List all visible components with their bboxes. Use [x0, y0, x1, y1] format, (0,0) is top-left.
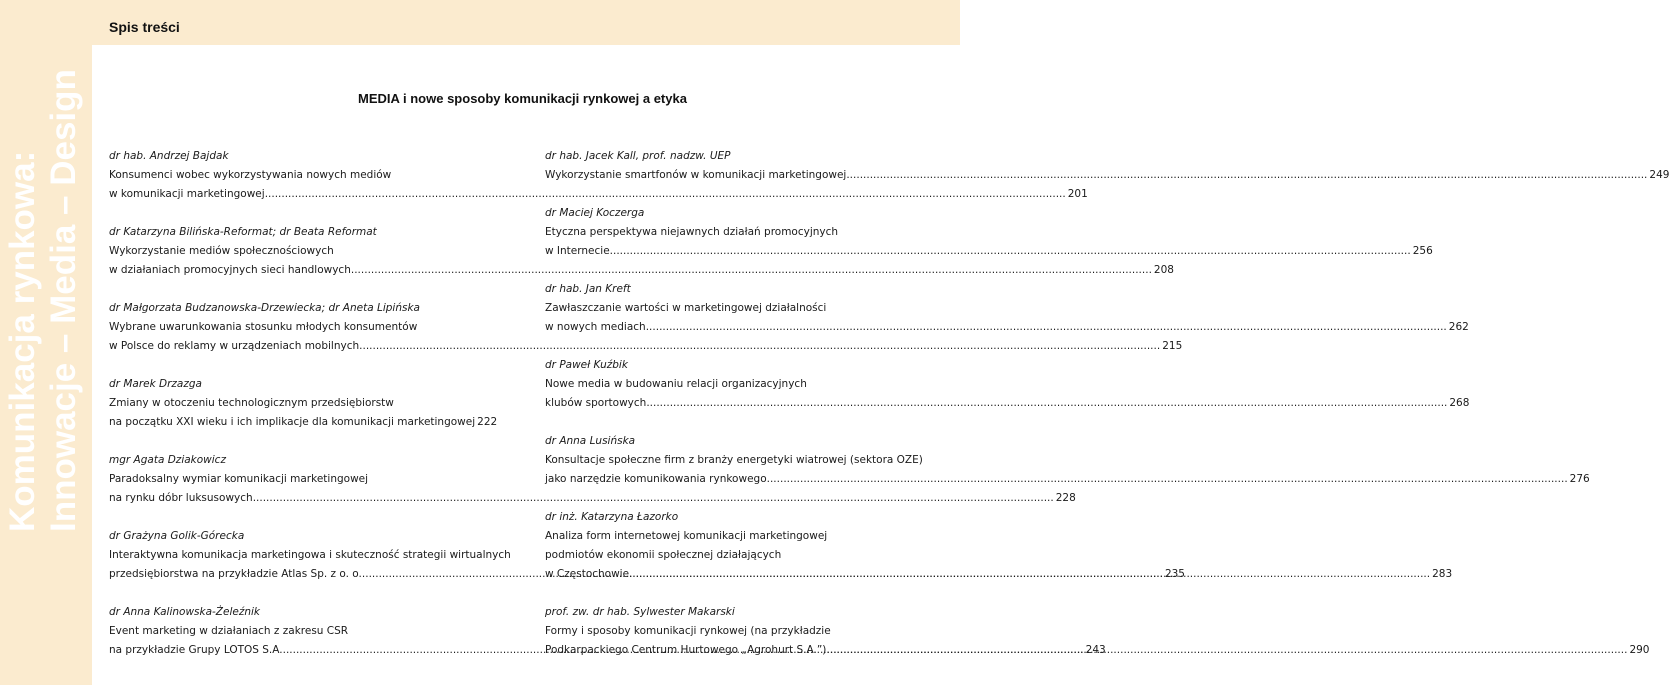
toc-entry-drzazga[interactable]	[109, 375, 498, 432]
entry-title-text: w Polsce do reklamy w urządzeniach mobilnych	[109, 340, 360, 352]
leader-dots	[767, 470, 1568, 489]
entry-title-line: Event marketing w działaniach z zakresu CSR	[109, 625, 349, 637]
leader-dots	[265, 185, 1066, 204]
entry-title-last-line	[545, 394, 1470, 413]
entry-title-line: Zmiany w otoczeniu technologicznym przedsiębiorstw	[109, 397, 394, 409]
entry-title-text: Podkarpackiego Centrum Hurtowego „Agrohurt S.A.”)	[545, 644, 827, 656]
entry-title-last-line	[545, 242, 1433, 261]
entry-title-line: Nowe media w budowaniu relacji organizacyjnych	[545, 378, 807, 390]
entry-author: dr hab. Jacek Kall, prof. nadzw. UEP	[545, 150, 731, 162]
entry-author: dr Marek Drzazga	[109, 378, 202, 390]
leader-dots	[826, 641, 1627, 660]
entry-author: dr Anna Kalinowska-Żeleźnik	[109, 606, 260, 618]
entry-title-text: w komunikacji marketingowej	[109, 188, 265, 200]
entry-title-text: na rynku dóbr luksusowych	[109, 492, 253, 504]
entry-author: mgr Agata Dziakowicz	[109, 454, 226, 466]
entry-author: dr Katarzyna Bilińska-Reformat; dr Beata Reformat	[109, 226, 377, 238]
page-number: 290	[1629, 644, 1650, 656]
entry-title-text: w nowych mediach	[545, 321, 646, 333]
entry-title-line: Konsultacje społeczne firm z branży energetyki wiatrowej (sektora OZE)	[545, 454, 923, 466]
entry-title-line: Etyczna perspektywa niejawnych działań promocyjnych	[545, 226, 839, 238]
leader-dots	[610, 242, 1411, 261]
entry-title-line: Wykorzystanie mediów społecznościowych	[109, 245, 334, 257]
page-number: 268	[1449, 397, 1470, 409]
page-number: 256	[1412, 245, 1433, 257]
entry-title-line: Konsumenci wobec wykorzystywania nowych mediów	[109, 169, 392, 181]
page-number: 222	[477, 416, 498, 428]
header-bar	[92, 0, 960, 45]
toc-entry-kreft[interactable]	[545, 280, 1469, 337]
entry-title-line: Paradoksalny wymiar komunikacji marketingowej	[109, 473, 369, 485]
entry-title-text: klubów sportowych	[545, 397, 647, 409]
entry-title-last-line	[545, 166, 1669, 185]
entry-author: dr Anna Lusińska	[545, 435, 636, 447]
entry-title-line: Wybrane uwarunkowania stosunku młodych konsumentów	[109, 321, 418, 333]
entry-title-line: podmiotów ekonomii społecznej działających	[545, 549, 782, 561]
entry-author: dr Maciej Koczerga	[545, 207, 645, 219]
entry-title-text: Wykorzystanie smartfonów w komunikacji marketingowej	[545, 169, 847, 181]
page-number: 235	[1164, 568, 1185, 580]
entry-author: prof. zw. dr hab. Sylwester Makarski	[545, 606, 735, 618]
entry-author: dr hab. Jan Kreft	[545, 283, 631, 295]
entry-title-text: na przykładzie Grupy LOTOS S.A.	[109, 644, 283, 656]
toc-entry-kall[interactable]	[545, 147, 1669, 185]
entry-author: dr inż. Katarzyna Łazorko	[545, 511, 679, 523]
entry-title-text: na początku XXI wieku i ich implikacje dla komunikacji marketingowej	[109, 416, 476, 428]
sidebar-title-line1: Komunikacja rynkowa:	[3, 150, 42, 532]
entry-title-line: Formy i sposoby komunikacji rynkowej (na przykładzie	[545, 625, 831, 637]
entry-title-text: przedsiębiorstwa na przykładzie Atlas Sp. z o. o.	[109, 568, 362, 580]
entry-author: dr Grażyna Golik-Górecka	[109, 530, 245, 542]
entry-title-line: Zawłaszczanie wartości w marketingowej działalności	[545, 302, 827, 314]
page-number: 276	[1569, 473, 1590, 485]
sidebar-decoration	[0, 0, 92, 685]
entry-title-line: Analiza form internetowej komunikacji marketingowej	[545, 530, 828, 542]
entry-title-last-line	[109, 337, 1183, 356]
page-number: 228	[1055, 492, 1076, 504]
entry-author: dr hab. Andrzej Bajdak	[109, 150, 229, 162]
leader-dots	[646, 394, 1447, 413]
entry-title-text: w działaniach promocyjnych sieci handlowych	[109, 264, 351, 276]
sidebar-title-line2: Innowacje – Media – Design	[44, 69, 83, 532]
leader-dots	[646, 318, 1447, 337]
page-number: 215	[1162, 340, 1183, 352]
page-number: 201	[1067, 188, 1088, 200]
page-number: 243	[1085, 644, 1106, 656]
leader-dots	[359, 337, 1160, 356]
page-number: 208	[1153, 264, 1174, 276]
entry-author: dr Małgorzata Budzanowska-Drzewiecka; dr Aneta Lipińska	[109, 302, 420, 314]
entry-title-text: w Częstochowie	[545, 568, 630, 580]
entry-title-last-line	[109, 413, 498, 432]
entry-title-last-line	[545, 318, 1469, 337]
leader-dots	[253, 489, 1054, 508]
entry-author: dr Paweł Kuźbik	[545, 359, 628, 371]
entry-title-text: w Internecie	[545, 245, 610, 257]
page-number: 283	[1432, 568, 1453, 580]
page-number: 262	[1448, 321, 1469, 333]
toc-entry-koczerga[interactable]	[545, 204, 1433, 261]
leader-dots	[846, 166, 1647, 185]
section-title: MEDIA i nowe sposoby komunikacji rynkowej a etyka	[358, 91, 687, 106]
toc-entry-kuzbik[interactable]	[545, 356, 1470, 413]
page-number: 249	[1649, 169, 1669, 181]
page-title: Spis treści	[109, 19, 180, 35]
toc-entry-lusinska[interactable]	[545, 432, 1590, 489]
entry-title-last-line	[545, 470, 1590, 489]
leader-dots	[351, 261, 1152, 280]
entry-title-last-line	[109, 261, 1174, 280]
entry-title-line: Interaktywna komunikacja marketingowa i skuteczność strategii wirtualnych	[109, 549, 511, 561]
leader-dots	[629, 565, 1430, 584]
entry-title-text: jako narzędzie komunikowania rynkowego	[545, 473, 767, 485]
entry-title-last-line	[109, 185, 1088, 204]
entry-title-last-line	[109, 489, 1076, 508]
